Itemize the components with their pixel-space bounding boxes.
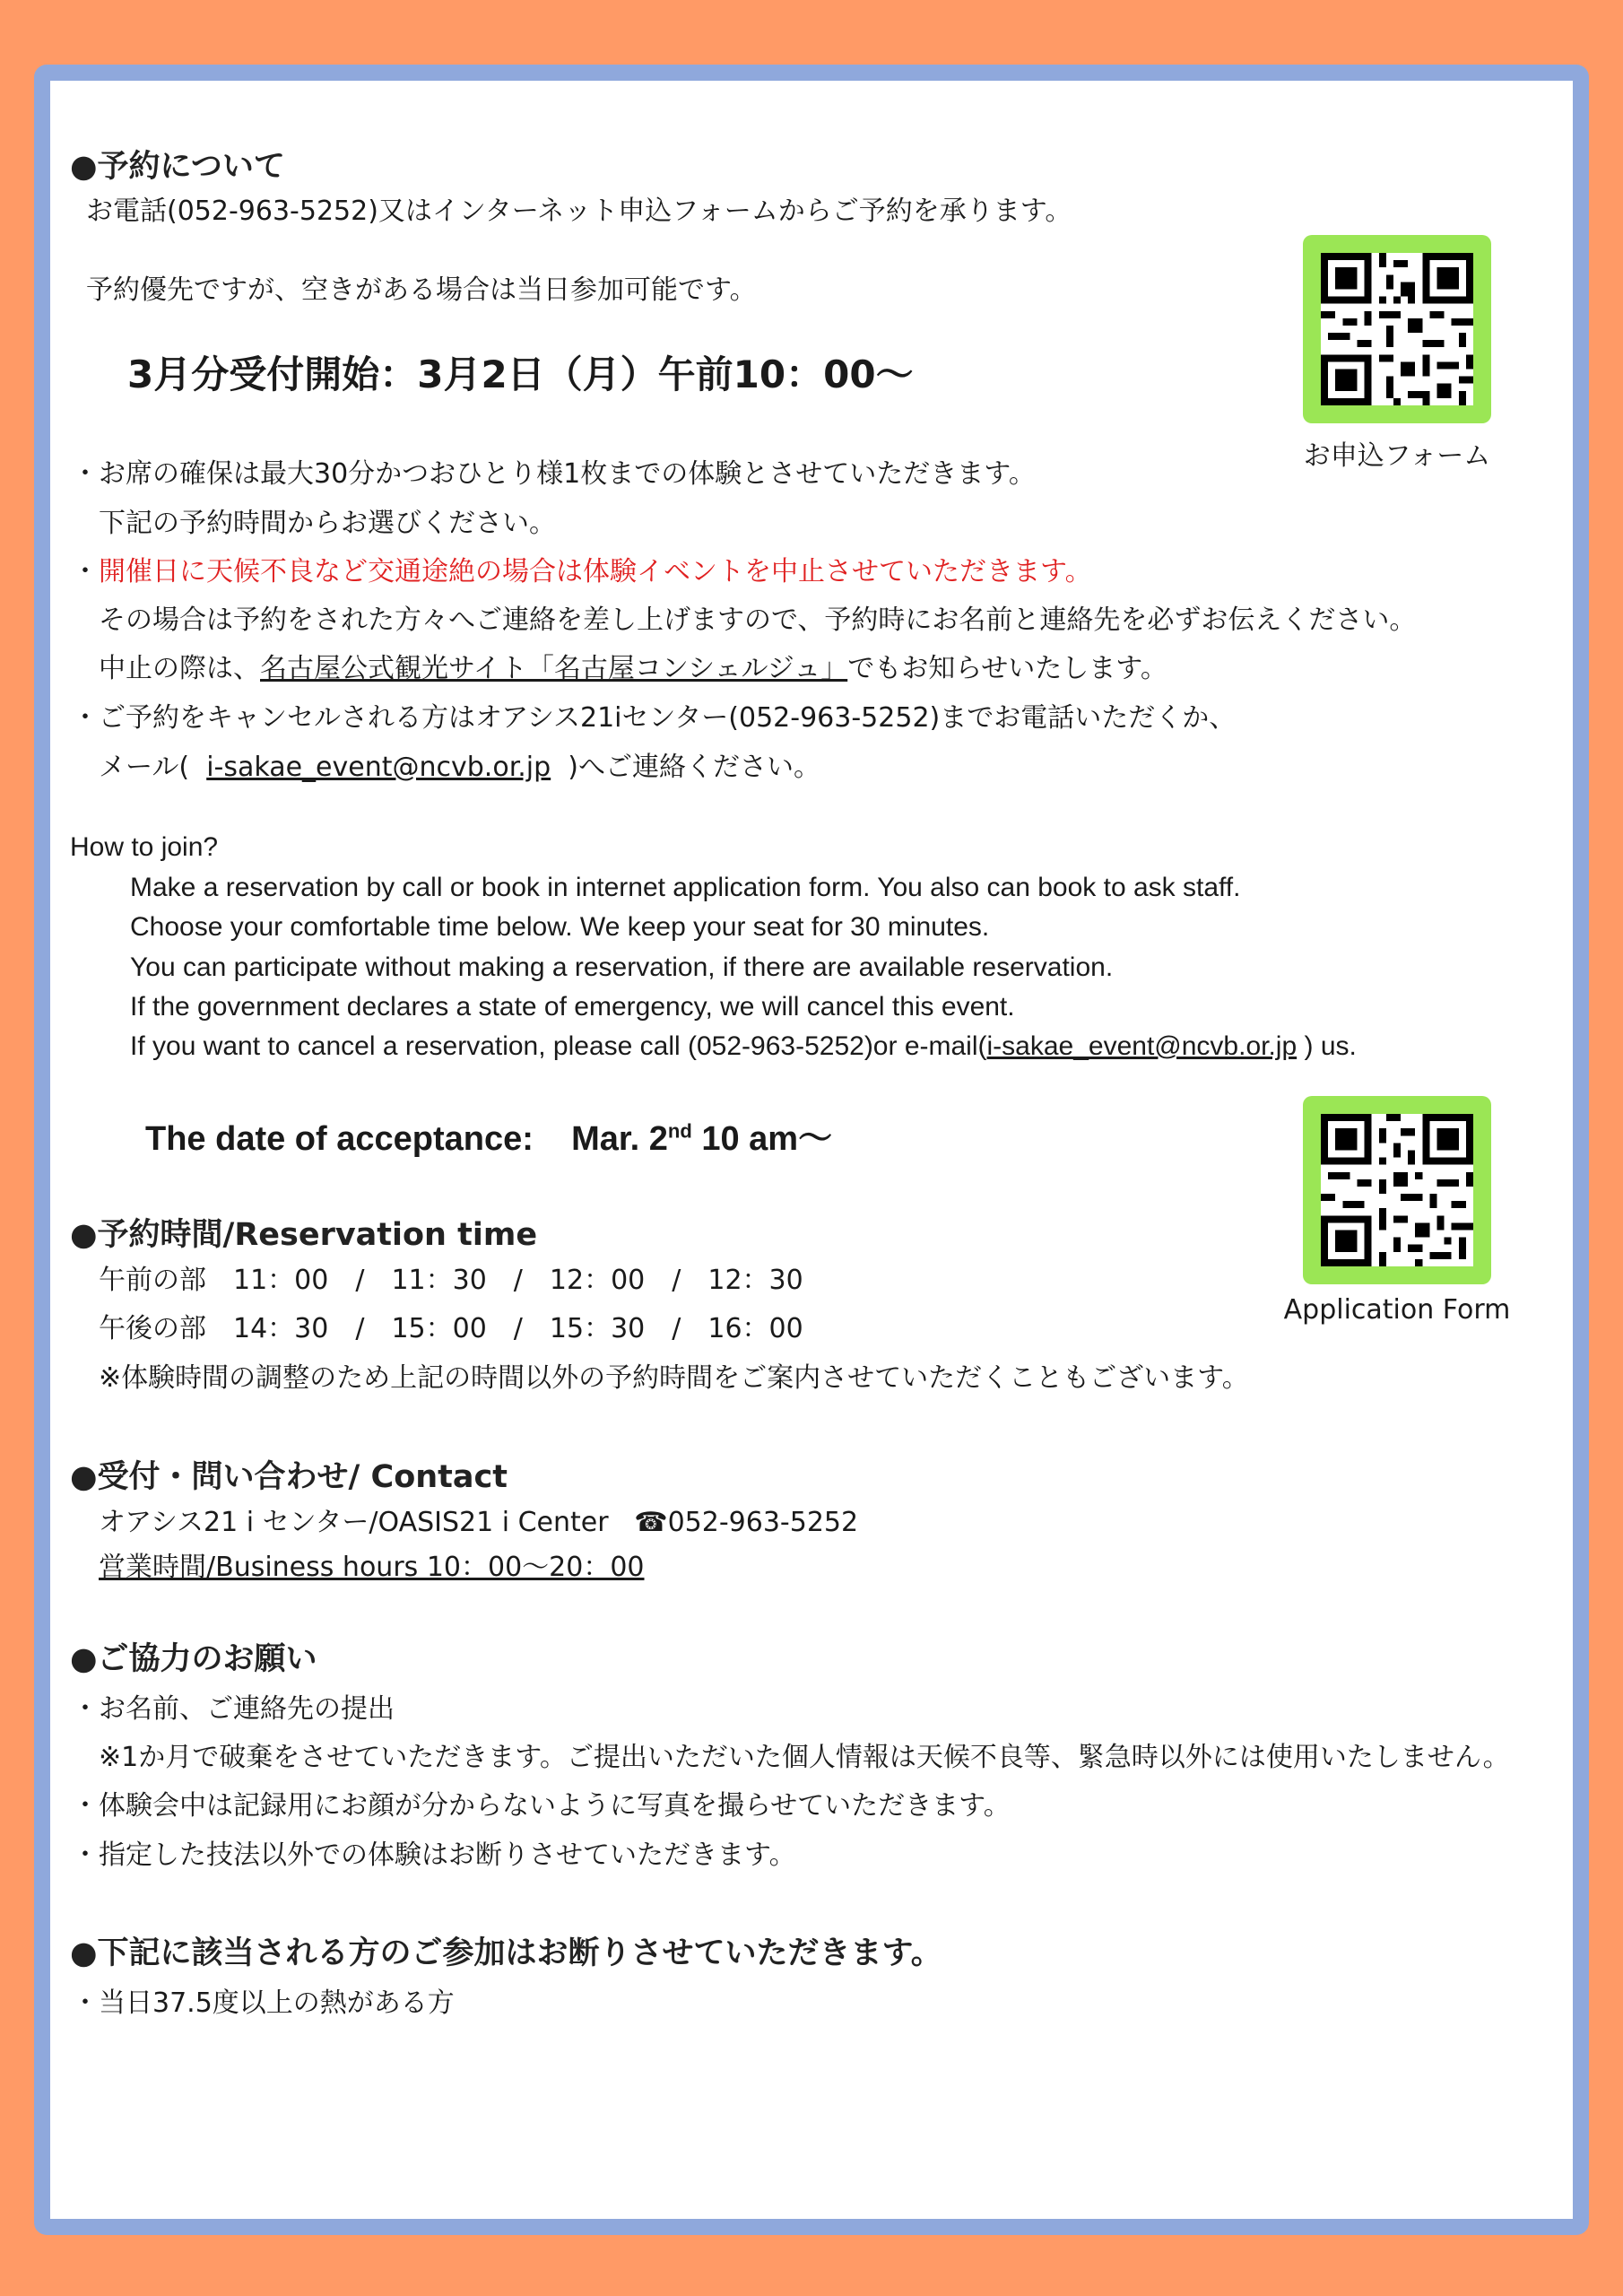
cooperation-heading: ●ご協力のお願い: [70, 1641, 317, 1677]
qr-code-application-en[interactable]: [1303, 1096, 1491, 1284]
cooperation-item-3: ・指定した技法以外での体験はお断りさせていただきます。: [72, 1839, 796, 1871]
qr-code-icon: [1321, 1114, 1473, 1266]
reservation-line-1: お電話(052-963-5252)又はインターネット申込フォームからご予約を承ります。: [86, 196, 1072, 227]
decline-item-1: ・当日37.5度以上の熱がある方: [72, 1987, 455, 2019]
email-link-jp[interactable]: i-sakae_event@ncvb.or.jp: [206, 752, 551, 783]
cancel-weather-notice: 開催日に天候不良など交通途絶の場合は体験イベントを中止させていただきます。: [99, 556, 1092, 587]
contact-heading: ●受付・問い合わせ/ Contact: [70, 1459, 508, 1495]
bullet-cancel-site: [99, 646, 1167, 685]
times-afternoon: 午後の部 14：30 / 15：00 / 15：30 / 16：00: [99, 1313, 803, 1344]
times-heading: ●予約時間/Reservation time: [70, 1217, 538, 1253]
bullet-dot: ・: [72, 556, 99, 587]
reservation-heading: ●予約について: [70, 149, 285, 185]
english-line-4: If the government declares a state of emergency, we will cancel this event.: [130, 992, 1015, 1022]
times-note: ※体験時間の調整のため上記の時間以外の予約時間をご案内させていただくこともございます。: [99, 1362, 1249, 1394]
bullet-cancel-contact: その場合は予約をされた方々へご連絡を差し上げますので、予約時にお名前と連絡先を必ずお伝えください。: [99, 604, 1417, 636]
qr-caption-jp: お申込フォーム: [1303, 440, 1491, 472]
bullet-cancel-weather: [72, 549, 1092, 588]
cancel-site-pre: 中止の際は、: [99, 653, 260, 684]
cancel-site-post: でもお知らせいたします。: [847, 653, 1167, 684]
acceptance-date-suffix: nd: [667, 1119, 692, 1143]
nagoya-concierge-link[interactable]: 名古屋公式観光サイト「名古屋コンシェルジュ」: [260, 653, 848, 684]
english-acceptance: [145, 1110, 832, 1160]
business-hours: 営業時間/Business hours 10：00～20：00: [99, 1552, 645, 1583]
email-pre: メール(: [99, 752, 190, 783]
contact-center-name: オアシス21 i センター/OASIS21 i Center: [99, 1507, 609, 1538]
acceptance-time: 10 am～: [701, 1120, 833, 1158]
acceptance-date: Mar. 2: [571, 1120, 668, 1158]
english-cancel-post: ) us.: [1304, 1031, 1357, 1061]
qr-caption-en: Application Form: [1283, 1294, 1511, 1326]
bullet-cancel-reservation: ・ご予約をキャンセルされる方はオアシス21iセンター(052-963-5252)までお電話いただくか、: [72, 702, 1237, 734]
english-line-5: [130, 1031, 1357, 1062]
bullet-seat-limit: ・お席の確保は最大30分かつおひとり様1枚までの体験とさせていただきます。: [72, 458, 1036, 490]
reservation-line-2: 予約優先ですが、空きがある場合は当日参加可能です。: [86, 274, 757, 306]
contact-phone[interactable]: ☎052-963-5252: [634, 1507, 859, 1538]
english-cancel-pre: If you want to cancel a reservation, please call (052-963-5252)or e-mail(: [130, 1031, 987, 1061]
bullet-cancel-email: [99, 744, 820, 784]
email-post: )へご連絡ください。: [568, 752, 820, 783]
qr-code-application-jp[interactable]: [1303, 235, 1491, 423]
cooperation-item-2: ・体験会中は記録用にお顔が分からないように写真を撮らせていただきます。: [72, 1790, 1011, 1822]
cooperation-item-1-note: ※1か月で破棄をさせていただきます。ご提出いただいた個人情報は天候不良等、緊急時以外には使用いたしません。: [99, 1742, 1510, 1773]
qr-code-icon: [1321, 253, 1473, 405]
cooperation-item-1: ・お名前、ご連絡先の提出: [72, 1693, 395, 1725]
acceptance-start: 3月分受付開始：3月2日（月）午前10：00～: [127, 352, 914, 396]
acceptance-label: The date of acceptance:: [145, 1120, 534, 1158]
english-line-3: You can participate without making a reservation, if there are available reservation.: [130, 952, 1114, 982]
english-heading: How to join?: [70, 832, 219, 862]
email-link-en[interactable]: i-sakae_event@ncvb.or.jp: [986, 1031, 1298, 1061]
bullet-seat-limit-cont: 下記の予約時間からお選びください。: [99, 508, 556, 539]
decline-heading: ●下記に該当される方のご参加はお断りさせていただきます。: [70, 1935, 942, 1971]
contact-center: [99, 1500, 858, 1539]
times-morning: 午前の部 11：00 / 11：30 / 12：00 / 12：30: [99, 1265, 803, 1296]
english-line-1: Make a reservation by call or book in internet application form. You also can book to ask staff.: [130, 873, 1241, 902]
english-line-2: Choose your comfortable time below. We keep your seat for 30 minutes.: [130, 912, 990, 942]
